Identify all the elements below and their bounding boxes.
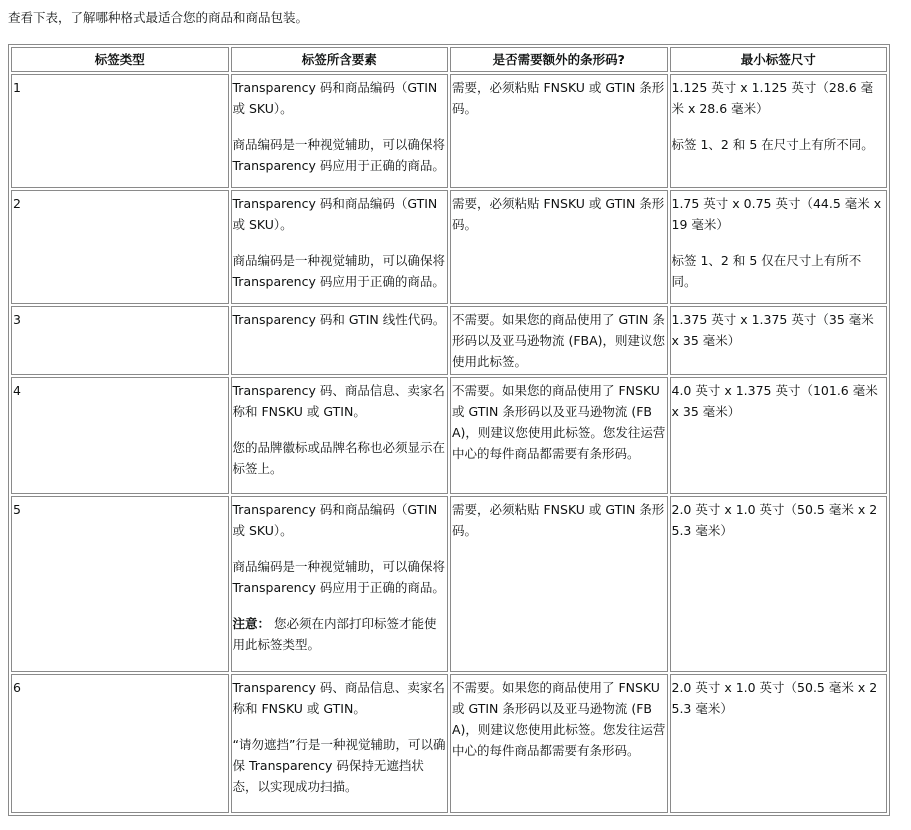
table-row: [11, 190, 887, 304]
cell-label-type: 5: [11, 496, 229, 672]
cell-text: Transparency 码和商品编码（GTIN 或 SKU）。: [232, 196, 438, 232]
cell-text: 标签 1、2 和 5 仅在尺寸上有所不同。: [671, 253, 862, 289]
cell-label-type: 4: [11, 377, 229, 494]
cell-extra-barcode: 不需要。如果您的商品使用了 GTIN 条形码以及亚马逊物流 (FBA)，则建议您使用此标签。: [450, 306, 668, 375]
cell-text: 1.375 英寸 x 1.375 英寸（35 毫米 x 35 毫米）: [671, 312, 874, 348]
cell-label-elements: [231, 496, 449, 672]
cell-label-elements: [231, 674, 449, 813]
cell-text: 2.0 英寸 x 1.0 英寸（50.5 毫米 x 25.3 毫米）: [671, 502, 878, 538]
intro-text: 查看下表，了解哪种格式最适合您的商品和商品包装。: [8, 10, 309, 25]
header-label-type: 标签类型: [11, 47, 229, 72]
table-header-row: [11, 47, 887, 72]
cell-min-size: [670, 496, 888, 672]
table-row: [11, 377, 887, 494]
header-min-size: 最小标签尺寸: [670, 47, 888, 72]
cell-extra-barcode: 需要，必须粘贴 FNSKU 或 GTIN 条形码。: [450, 74, 668, 188]
cell-label-type: 1: [11, 74, 229, 188]
note-text: 您必须在内部打印标签才能使用此标签类型。: [232, 616, 437, 652]
cell-label-elements: [231, 74, 449, 188]
cell-text: 商品编码是一种视觉辅助，可以确保将 Transparency 码应用于正确的商品。: [232, 253, 446, 289]
cell-extra-barcode: 不需要。如果您的商品使用了 FNSKU 或 GTIN 条形码以及亚马逊物流 (FBA)，则建议您使用此标签。您发往运营中心的每件商品都需要有条形码。: [450, 674, 668, 813]
note-paragraph: [233, 613, 447, 655]
cell-text: Transparency 码、商品信息、卖家名称和 FNSKU 或 GTIN。: [232, 383, 445, 419]
cell-min-size: [670, 74, 888, 188]
cell-min-size: [670, 306, 888, 375]
cell-text: Transparency 码和商品编码（GTIN 或 SKU）。: [232, 80, 438, 116]
cell-text: Transparency 码、商品信息、卖家名称和 FNSKU 或 GTIN。: [232, 680, 445, 716]
cell-text: 4.0 英寸 x 1.375 英寸（101.6 毫米 x 35 毫米）: [671, 383, 878, 419]
cell-text: 2.0 英寸 x 1.0 英寸（50.5 毫米 x 25.3 毫米）: [671, 680, 878, 716]
cell-text: Transparency 码和商品编码（GTIN 或 SKU）。: [232, 502, 438, 538]
cell-text: “请勿遮挡”行是一种视觉辅助，可以确保 Transparency 码保持无遮挡状态，以实现成功扫描。: [232, 737, 446, 794]
cell-text: 商品编码是一种视觉辅助，可以确保将 Transparency 码应用于正确的商品。: [232, 559, 446, 595]
table-row: [11, 496, 887, 672]
cell-extra-barcode: 不需要。如果您的商品使用了 FNSKU 或 GTIN 条形码以及亚马逊物流 (FBA)，则建议您使用此标签。您发往运营中心的每件商品都需要有条形码。: [450, 377, 668, 494]
cell-text: 商品编码是一种视觉辅助，可以确保将 Transparency 码应用于正确的商品。: [232, 137, 446, 173]
cell-label-type: 3: [11, 306, 229, 375]
header-extra-barcode: 是否需要额外的条形码?: [450, 47, 668, 72]
cell-text: 1.125 英寸 x 1.125 英寸（28.6 毫米 x 28.6 毫米）: [671, 80, 874, 116]
cell-label-type: 6: [11, 674, 229, 813]
header-label-elements: 标签所含要素: [231, 47, 449, 72]
cell-text: 您的品牌徽标或品牌名称也必须显示在标签上。: [232, 440, 446, 476]
note-label: 注意：: [232, 616, 271, 631]
cell-text: Transparency 码和 GTIN 线性代码。: [232, 312, 446, 327]
cell-min-size: [670, 190, 888, 304]
cell-extra-barcode: 需要，必须粘贴 FNSKU 或 GTIN 条形码。: [450, 190, 668, 304]
cell-text: 标签 1、2 和 5 在尺寸上有所不同。: [671, 137, 874, 152]
table-row: [11, 306, 887, 375]
cell-extra-barcode: 需要，必须粘贴 FNSKU 或 GTIN 条形码。: [450, 496, 668, 672]
cell-min-size: [670, 377, 888, 494]
cell-label-type: 2: [11, 190, 229, 304]
cell-text: 1.75 英寸 x 0.75 英寸（44.5 毫米 x 19 毫米）: [671, 196, 882, 232]
content-area: [8, 0, 890, 816]
cell-label-elements: [231, 377, 449, 494]
cell-label-elements: [231, 306, 449, 375]
cell-label-elements: [231, 190, 449, 304]
cell-min-size: [670, 674, 888, 813]
table-row: [11, 674, 887, 813]
table-row: [11, 74, 887, 188]
label-type-table: [8, 44, 890, 816]
